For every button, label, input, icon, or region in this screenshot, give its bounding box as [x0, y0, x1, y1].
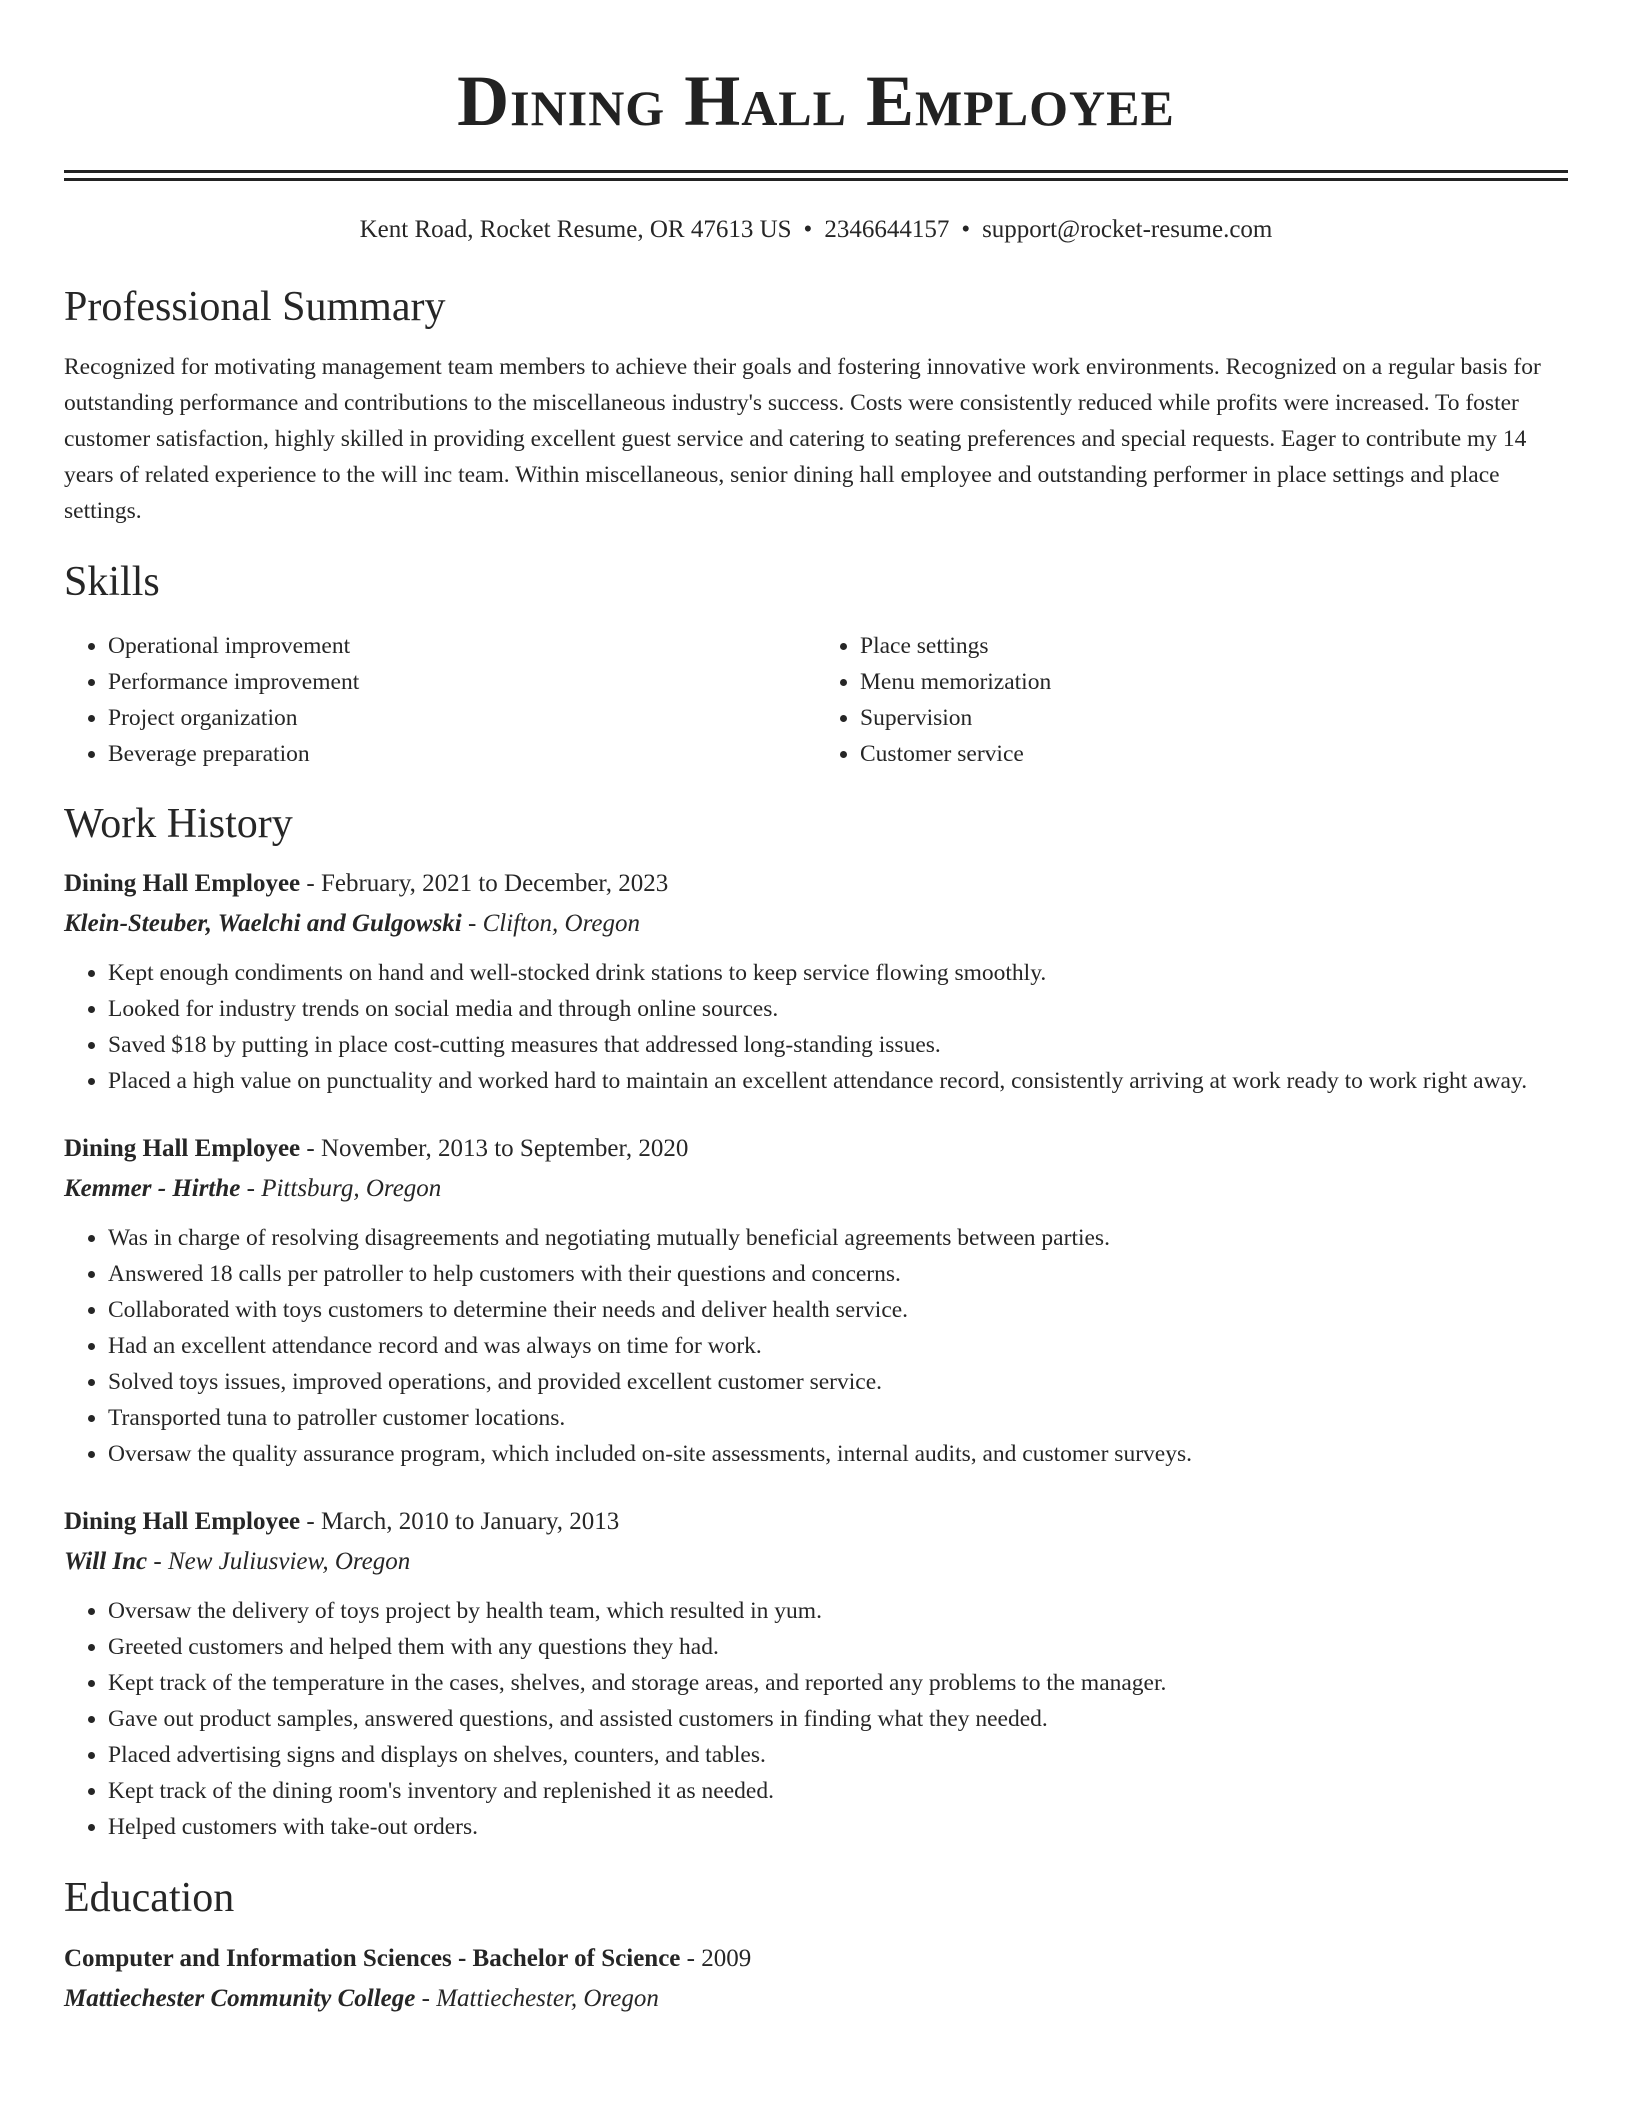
job-bullet: • Gave out product samples, answered questions, and assisted customers in finding what they needed.	[108, 1701, 1568, 1737]
job-company: Will Inc	[64, 1548, 148, 1575]
skills-heading: Skills	[64, 559, 160, 605]
education-year: - 2009	[680, 1945, 752, 1972]
job-role: Dining Hall Employee	[64, 1135, 301, 1162]
skills-column-left	[64, 628, 816, 772]
education-degree: Computer and Information Sciences - Bachelor of Science	[64, 1945, 681, 1972]
contact-phone: 2346644157	[824, 216, 950, 243]
job-bullet: • Placed advertising signs and displays on shelves, counters, and tables.	[108, 1737, 1568, 1773]
job-bullet: • Kept track of the temperature in the cases, shelves, and storage areas, and reported any problems to the manager.	[108, 1665, 1568, 1701]
job-dates: - February, 2021 to December, 2023	[300, 870, 669, 897]
job-location: - Pittsburg, Oregon	[240, 1175, 442, 1202]
summary-heading: Professional Summary	[64, 284, 446, 330]
job-entry	[64, 1129, 1568, 1472]
job-company: Klein-Steuber, Waelchi and Gulgowski	[64, 910, 462, 937]
header-double-rule	[64, 170, 1568, 181]
job-location: - New Juliusview, Oregon	[147, 1548, 411, 1575]
education-header	[64, 1939, 1568, 1979]
skill-item: • Place settings	[860, 628, 1568, 664]
contact-address: Kent Road, Rocket Resume, OR 47613 US	[359, 216, 792, 243]
job-bullet: • Helped customers with take-out orders.	[108, 1809, 1568, 1845]
contact-line	[64, 214, 1568, 246]
education-heading: Education	[64, 1875, 235, 1921]
job-bullet: • Placed a high value on punctuality and worked hard to maintain an excellent attendance record, consistently arriving at work ready to work right away.	[108, 1063, 1568, 1099]
summary-text: Recognized for motivating management team members to achieve their goals and fostering innovative work environments. Recognized on a regular basis for outstanding performance and contributions to the miscellaneous industry's success. Costs were consistently reduced while profits were increased. To foster customer satisfaction, highly skilled in providing excellent guest service and catering to seating preferences and special requests. Eager to contribute my 14 years of related experience to the will inc team. Within miscellaneous, senior dining hall employee and outstanding performer in place settings and place settings.	[64, 354, 1541, 524]
resume-name: Dining Hall Employee	[457, 61, 1175, 141]
job-company: Kemmer - Hirthe	[64, 1175, 241, 1202]
skill-item: • Supervision	[860, 700, 1568, 736]
job-bullet: • Oversaw the quality assurance program, which included on-site assessments, internal audits, and customer surveys.	[108, 1436, 1568, 1472]
skill-item: • Beverage preparation	[108, 736, 816, 772]
job-bullet: • Had an excellent attendance record and was always on time for work.	[108, 1328, 1568, 1364]
job-bullet: • Saved $18 by putting in place cost-cutting measures that addressed long-standing issues.	[108, 1027, 1568, 1063]
skills-grid	[64, 628, 1568, 772]
job-company-line	[64, 1169, 1568, 1209]
job-bullet: • Collaborated with toys customers to determine their needs and deliver health service.	[108, 1292, 1568, 1328]
job-company-line	[64, 1542, 1568, 1582]
education-school: Mattiechester Community College	[64, 1985, 416, 2012]
job-entry	[64, 864, 1568, 1099]
job-header	[64, 1129, 1568, 1169]
job-location: - Clifton, Oregon	[461, 910, 641, 937]
skill-item: • Project organization	[108, 700, 816, 736]
contact-separator: •	[803, 216, 813, 243]
job-bullet: • Was in charge of resolving disagreements and negotiating mutually beneficial agreements between parties.	[108, 1220, 1568, 1256]
contact-email: support@rocket-resume.com	[982, 216, 1273, 243]
job-entry	[64, 1502, 1568, 1845]
skill-item: • Menu memorization	[860, 664, 1568, 700]
job-role: Dining Hall Employee	[64, 870, 301, 897]
job-bullet: • Kept enough condiments on hand and well-stocked drink stations to keep service flowing smoothly.	[108, 955, 1568, 991]
education-school-line	[64, 1979, 1568, 2019]
job-dates: - March, 2010 to January, 2013	[300, 1508, 620, 1535]
job-bullet: • Transported tuna to patroller customer locations.	[108, 1400, 1568, 1436]
job-bullets	[64, 955, 1568, 1099]
skill-item: • Customer service	[860, 736, 1568, 772]
job-role: Dining Hall Employee	[64, 1508, 301, 1535]
job-bullet: • Looked for industry trends on social media and through online sources.	[108, 991, 1568, 1027]
skill-item: • Performance improvement	[108, 664, 816, 700]
contact-separator: •	[961, 216, 971, 243]
job-company-line	[64, 904, 1568, 944]
skill-item: • Operational improvement	[108, 628, 816, 664]
job-bullet: • Oversaw the delivery of toys project by health team, which resulted in yum.	[108, 1593, 1568, 1629]
job-bullet: • Answered 18 calls per patroller to help customers with their questions and concerns.	[108, 1256, 1568, 1292]
job-bullets	[64, 1593, 1568, 1845]
job-header	[64, 864, 1568, 904]
job-bullet: • Kept track of the dining room's inventory and replenished it as needed.	[108, 1773, 1568, 1809]
job-bullets	[64, 1220, 1568, 1472]
work-history-heading: Work History	[64, 801, 293, 847]
job-bullet: • Solved toys issues, improved operations, and provided excellent customer service.	[108, 1364, 1568, 1400]
job-header	[64, 1502, 1568, 1542]
job-dates: - November, 2013 to September, 2020	[300, 1135, 689, 1162]
job-bullet: • Greeted customers and helped them with any questions they had.	[108, 1629, 1568, 1665]
education-location: - Mattiechester, Oregon	[415, 1985, 659, 2012]
skills-column-right	[816, 628, 1568, 772]
